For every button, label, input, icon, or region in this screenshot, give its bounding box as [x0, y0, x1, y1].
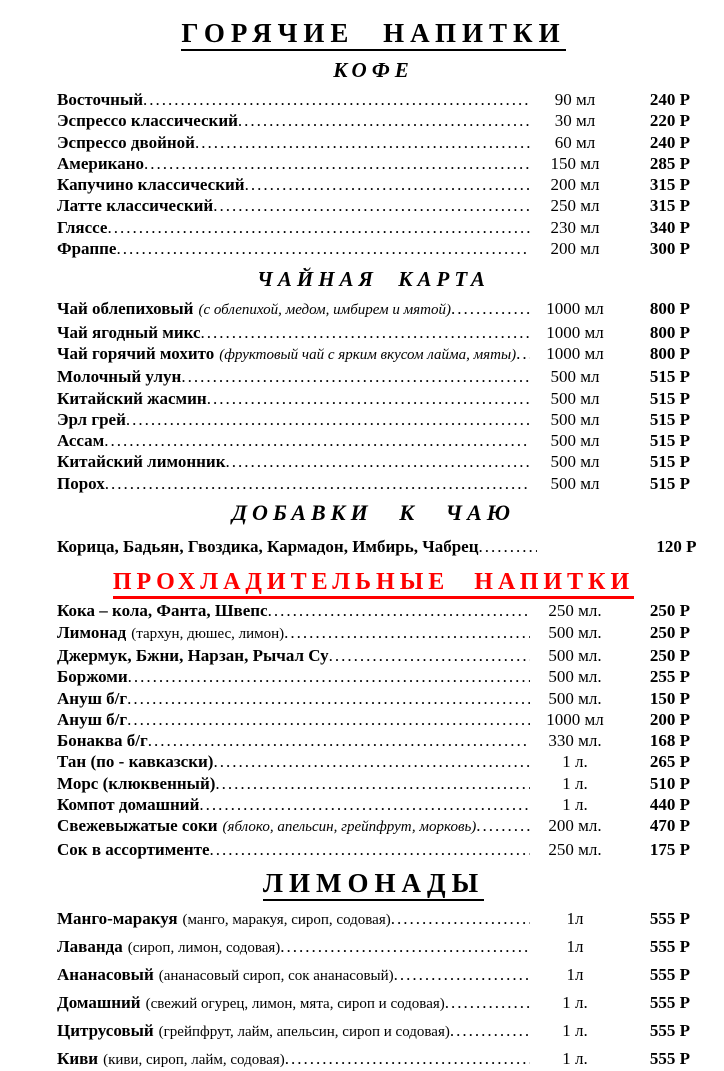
item-description: (манго, маракуя, сироп, содовая) [182, 911, 391, 928]
item-name: Боржоми [57, 667, 128, 687]
section-title-tea: ЧАЙНАЯ КАРТА [257, 267, 490, 292]
section-title-lemonades [57, 868, 690, 899]
menu-item-row [57, 751, 690, 772]
dot-leader [479, 536, 537, 557]
item-name: Капучино классический [57, 175, 245, 195]
menu-item-row [57, 132, 690, 153]
dot-leader [476, 815, 530, 836]
item-price: 510 Р [649, 773, 690, 793]
dot-leader [245, 174, 530, 195]
item-price: 250 Р [649, 645, 690, 665]
section-title-hot-drinks [57, 18, 690, 49]
item-name: Восточный [57, 90, 144, 109]
menu-item-row [57, 773, 690, 794]
item-description: (ананасовый сироп, сок ананасовый) [158, 967, 394, 984]
item-name: Тан (по - кавказски) [57, 752, 214, 772]
item-volume: 500 мл [550, 473, 600, 493]
item-name: Кока – кола, Фанта, Швепс [57, 601, 268, 621]
item-volume: 1 л. [562, 1048, 588, 1068]
menu-item-row [57, 451, 690, 472]
item-price: 200 Р [649, 709, 690, 729]
item-price: 555 Р [649, 936, 690, 956]
menu-item-row [57, 110, 690, 131]
item-name: Молочный улун [57, 367, 182, 387]
menu-item-row [57, 839, 690, 860]
item-volume: 1 л. [562, 752, 588, 772]
section-title-tea-additions: ДОБАВКИ К ЧАЮ [232, 500, 515, 526]
menu-item-row [57, 343, 690, 366]
menu-item-row [57, 238, 690, 259]
item-price: 515 Р [649, 409, 690, 429]
dot-leader [516, 343, 530, 364]
menu-item-row [57, 622, 690, 645]
item-description: (тархун, дюшес, лимон) [131, 625, 285, 642]
item-name: Компот домашний [57, 795, 200, 815]
menu-item-row [57, 964, 690, 987]
item-price: 515 Р [649, 431, 690, 451]
lemonade-items [57, 908, 690, 1071]
dot-leader [285, 1048, 530, 1070]
menu-item-row [57, 666, 690, 687]
item-volume: 1000 мл [546, 709, 604, 729]
item-name: Корица, Бадьян, Гвоздика, Кармадон, Имбирь, Чабрец [57, 537, 479, 557]
item-name: Свежевыжатые соки [57, 816, 218, 836]
dot-leader [127, 688, 530, 709]
item-name: Латте классический [57, 196, 214, 216]
item-volume: 90 мл [554, 90, 596, 109]
menu-item-row [57, 908, 690, 931]
coffee-items [57, 89, 690, 259]
item-name: Чай облепиховый [57, 299, 194, 319]
item-name: Китайский лимонник [57, 452, 226, 472]
item-name: Бонаква б/г [57, 731, 148, 751]
item-volume: 500 мл [550, 388, 600, 408]
item-price: 555 Р [649, 1048, 690, 1068]
section-title-lemonades-text: ЛИМОНАДЫ [263, 868, 484, 901]
item-name: Эспрессо классический [57, 111, 238, 131]
dot-leader [181, 366, 530, 387]
item-price: 340 Р [649, 217, 690, 237]
dot-leader [226, 451, 530, 472]
dot-leader [391, 908, 530, 930]
item-name: Гляссе [57, 217, 108, 237]
item-volume: 500 мл [550, 452, 600, 472]
item-price: 240 Р [649, 90, 690, 109]
item-price: 315 Р [649, 196, 690, 216]
item-description: (свежий огурец, лимон, мята, сироп и содовая) [145, 995, 445, 1012]
item-name: Ануш б/г [57, 709, 128, 729]
menu-item-row [57, 645, 690, 666]
item-price: 255 Р [649, 667, 690, 687]
item-volume: 60 мл [554, 132, 596, 152]
dot-leader [210, 839, 530, 860]
item-volume: 150 мл [550, 153, 600, 173]
item-price: 315 Р [649, 175, 690, 195]
menu-item-row [57, 709, 690, 730]
dot-leader [199, 794, 530, 815]
dot-leader [126, 409, 530, 430]
menu-item-row [57, 409, 690, 430]
item-volume: 500 мл [550, 367, 600, 387]
menu-item-row [57, 936, 690, 959]
item-name: Домашний [57, 992, 141, 1012]
item-name: Эспрессо двойной [57, 132, 195, 152]
item-volume: 500 мл. [548, 688, 602, 708]
item-price: 555 Р [649, 992, 690, 1012]
item-price: 300 Р [649, 239, 690, 259]
item-price: 250 Р [649, 622, 690, 642]
item-volume: 200 мл [550, 175, 600, 195]
dot-leader [201, 322, 530, 343]
item-volume: 330 мл. [548, 731, 602, 751]
item-price: 240 Р [649, 132, 690, 152]
item-volume: 1л [566, 936, 584, 956]
menu-item-row [57, 688, 690, 709]
item-volume: 1000 мл [546, 299, 604, 319]
item-name: Цитрусовый [57, 1020, 154, 1040]
item-name: Чай горячий мохито [57, 343, 215, 363]
dot-leader [450, 1020, 530, 1042]
dot-leader [445, 992, 530, 1014]
item-price: 515 Р [649, 388, 690, 408]
item-volume: 500 мл. [548, 645, 602, 665]
menu-item-row [57, 1020, 690, 1043]
item-price: 150 Р [649, 688, 690, 708]
item-name: Американо [57, 153, 144, 173]
menu-item-row [57, 1048, 690, 1071]
item-description: (яблоко, апельсин, грейпфрут, морковь) [222, 819, 477, 836]
item-volume: 250 мл [550, 196, 600, 216]
item-volume: 1 л. [562, 1020, 588, 1040]
item-price: 800 Р [649, 343, 690, 363]
item-price: 800 Р [649, 299, 690, 319]
item-name: Морс (клюквенный) [57, 773, 216, 793]
dot-leader [451, 298, 530, 319]
item-price: 220 Р [649, 111, 690, 131]
cold-drinks-items [57, 600, 690, 860]
tea-additions-items [57, 536, 697, 557]
item-volume: 250 мл. [548, 601, 602, 621]
item-description: (с облепихой, медом, имбирем и мятой) [198, 302, 451, 319]
menu-item-row [57, 794, 690, 815]
item-description: (грейпфрут, лайм, апельсин, сироп и содовая) [158, 1023, 450, 1040]
item-name: Ануш б/г [57, 688, 128, 708]
menu-item-row [57, 815, 690, 838]
item-price: 168 Р [649, 731, 690, 751]
item-description: (сироп, лимон, содовая) [127, 939, 281, 956]
menu-item-row [57, 322, 690, 343]
item-name: Манго-маракуя [57, 908, 178, 928]
item-volume: 500 мл [550, 409, 600, 429]
menu-item-row [57, 730, 690, 751]
item-price: 470 Р [649, 816, 690, 836]
dot-leader [268, 600, 530, 621]
item-name: Лаванда [57, 936, 123, 956]
dot-leader [213, 751, 530, 772]
dot-leader [107, 217, 530, 238]
item-name: Киви [57, 1048, 99, 1068]
item-volume: 1000 мл [546, 343, 604, 363]
dot-leader [104, 430, 530, 451]
menu-item-row [57, 89, 690, 110]
section-title-cold-drinks [57, 569, 690, 596]
item-price: 175 Р [649, 839, 690, 859]
menu-item-row [57, 473, 690, 494]
menu-item-row [57, 536, 697, 557]
item-name: Джермук, Бжни, Нарзан, Рычал Су [57, 645, 329, 665]
dot-leader [116, 238, 530, 259]
item-volume: 1 л. [562, 795, 588, 815]
item-volume: 1 л. [562, 773, 588, 793]
item-description: (киви, сироп, лайм, содовая) [103, 1051, 285, 1068]
dot-leader [213, 195, 530, 216]
item-volume: 500 мл [550, 431, 600, 451]
item-description: (фруктовый чай с ярким вкусом лайма, мяты) [219, 346, 517, 363]
item-price: 515 Р [649, 473, 690, 493]
item-price: 515 Р [649, 367, 690, 387]
item-volume: 500 мл. [548, 622, 602, 642]
dot-leader [195, 132, 530, 153]
item-name: Сок в ассортименте [57, 839, 210, 859]
item-price: 250 Р [649, 601, 690, 621]
dot-leader [148, 730, 530, 751]
item-volume: 1л [566, 964, 584, 984]
item-price: 555 Р [649, 1020, 690, 1040]
item-volume: 1 л. [562, 992, 588, 1012]
item-volume: 250 мл. [548, 839, 602, 859]
dot-leader [105, 473, 530, 494]
dot-leader [144, 153, 530, 174]
menu-item-row [57, 600, 690, 621]
dot-leader [394, 964, 530, 986]
item-volume: 1л [566, 908, 584, 928]
menu-item-row [57, 153, 690, 174]
menu-item-row [57, 174, 690, 195]
section-title-hot-drinks-text: ГОРЯЧИЕ НАПИТКИ [181, 18, 565, 51]
menu-item-row [57, 388, 690, 409]
dot-leader [215, 773, 530, 794]
item-volume: 200 мл [550, 239, 600, 259]
item-name: Чай ягодный микс [57, 322, 201, 342]
item-price: 555 Р [649, 964, 690, 984]
item-name: Ассам [57, 431, 105, 451]
section-title-coffee: КОФЕ [333, 58, 414, 82]
menu-item-row [57, 430, 690, 451]
item-price: 285 Р [649, 153, 690, 173]
menu-item-row [57, 992, 690, 1015]
item-name: Ананасовый [57, 964, 154, 984]
item-price: 440 Р [649, 795, 690, 815]
item-name: Порох [57, 473, 105, 493]
menu-item-row [57, 195, 690, 216]
dot-leader [284, 622, 530, 643]
menu-item-row [57, 298, 690, 321]
item-price: 800 Р [649, 322, 690, 342]
dot-leader [280, 936, 530, 958]
menu-item-row [57, 217, 690, 238]
item-volume: 500 мл. [548, 667, 602, 687]
dot-leader [127, 709, 530, 730]
item-name: Фраппе [57, 239, 117, 259]
dot-leader [238, 110, 530, 131]
item-name: Лимонад [57, 622, 127, 642]
item-volume: 230 мл [550, 217, 600, 237]
item-volume: 30 мл [554, 111, 596, 131]
item-name: Эрл грей [57, 409, 126, 429]
section-title-cold-drinks-text: ПРОХЛАДИТЕЛЬНЫЕ НАПИТКИ [113, 569, 634, 599]
dot-leader [143, 89, 530, 110]
item-price: 515 Р [649, 452, 690, 472]
dot-leader [329, 645, 530, 666]
menu-item-row [57, 366, 690, 387]
item-name: Китайский жасмин [57, 388, 207, 408]
item-volume: 200 мл. [548, 816, 602, 836]
item-volume: 1000 мл [546, 322, 604, 342]
dot-leader [207, 388, 530, 409]
item-price: 555 Р [649, 908, 690, 928]
item-price: 265 Р [649, 752, 690, 772]
item-price: 120 Р [656, 537, 697, 557]
dot-leader [128, 666, 530, 687]
tea-items [57, 298, 690, 494]
